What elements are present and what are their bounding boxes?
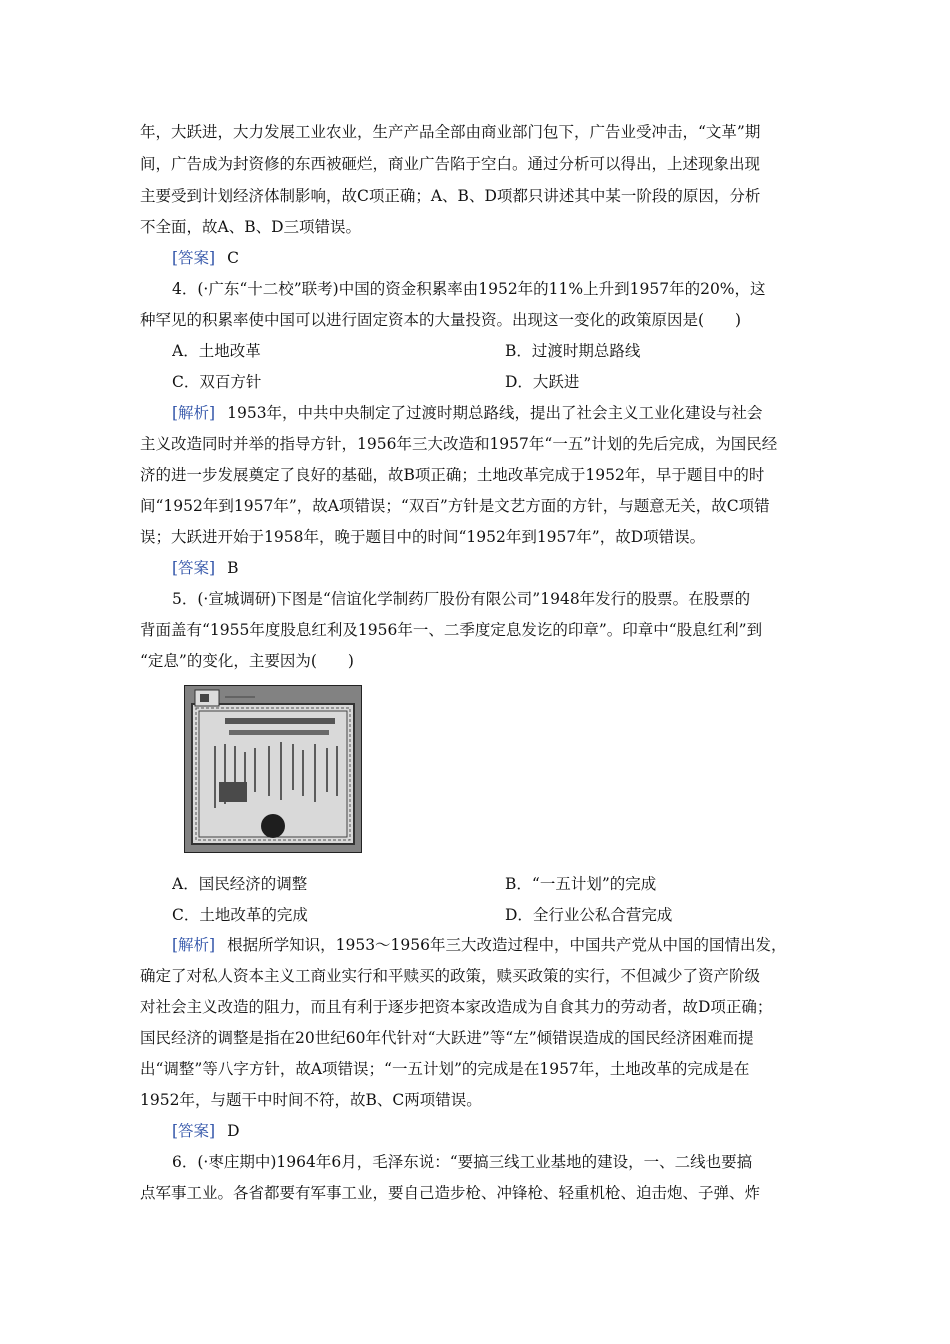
q4-analysis-line: 间“1952年到1957年”，故A项错误；“双百”方针是文艺方面的方针，与题意无关，故C项错 — [140, 497, 770, 515]
q5-analysis-line: 出“调整”等八字方针，故A项错误；“一五计划”的完成是在1957年，土地改革的完成是在 — [140, 1060, 750, 1078]
q5-analysis-line: 对社会主义改造的阻力，而且有利于逐步把资本家改造成为自食其力的劳动者，故D项正确； — [140, 998, 773, 1016]
q5-analysis-line: 确定了对私人资本主义工商业实行和平赎买的政策，赎买政策的实行，不但减少了资产阶级 — [140, 967, 761, 985]
analysis-tag: [解析] — [172, 404, 216, 422]
q4-analysis-line: 误；大跃进开始于1958年，晚于题目中的时间“1952年到1957年”，故D项错误。 — [140, 528, 706, 546]
q5-stem-line: 背面盖有“1955年度股息红利及1956年一、二季度定息发讫的印章”。印章中“股息红利”到 — [140, 621, 763, 639]
answer-tag: [答案] — [172, 1122, 216, 1140]
analysis-tag: [解析] — [172, 936, 216, 954]
q4-analysis-line: 济的进一步发展奠定了良好的基础，故B项正确；土地改革完成于1952年，早于题目中的时 — [140, 466, 765, 484]
q5-analysis-line: 1952年，与题干中时间不符，故B、C两项错误。 — [140, 1091, 482, 1109]
q5-stem-line: 5．(·宣城调研)下图是“信谊化学制药厂股份有限公司”1948年发行的股票。在股票的 — [172, 590, 751, 608]
q4-stem-line: 4．(·广东“十二校”联考)中国的资金积累率由1952年的11%上升到1957年的20%，这 — [172, 280, 766, 298]
q4-answer-line — [172, 552, 820, 584]
q3-analysis-line: 年，大跃进，大力发展工业农业，生产产品全部由商业部门包下，广告业受冲击，“文革”期 — [140, 123, 761, 141]
q3-answer-line — [172, 242, 820, 274]
q3-analysis-line: 主要受到计划经济体制影响，故C项正确；A、B、D项都只讲述其中某一阶段的原因，分析 — [140, 187, 761, 205]
answer-tag: [答案] — [172, 559, 216, 577]
q5-option-c: C．土地改革的完成 — [172, 906, 308, 924]
q4-answer: B — [227, 559, 239, 577]
q5-option-d: D．全行业公私合营完成 — [505, 906, 673, 924]
q4-analysis-text: 1953年，中共中央制定了过渡时期总路线，提出了社会主义工业化建设与社会 — [227, 404, 763, 422]
q4-option-d: D．大跃进 — [505, 373, 580, 391]
q5-analysis-first-line — [172, 929, 820, 961]
q3-analysis-line: 间，广告成为封资修的东西被砸烂，商业广告陷于空白。通过分析可以得出，上述现象出现 — [140, 155, 761, 173]
q3-answer: C — [227, 249, 239, 267]
q5-analysis-text: 根据所学知识，1953～1956年三大改造过程中，中国共产党从中国的国情出发， — [227, 936, 787, 954]
q4-option-b: B．过渡时期总路线 — [505, 342, 641, 360]
q5-answer: D — [227, 1122, 240, 1140]
q5-answer-line — [172, 1115, 820, 1147]
q3-analysis-line: 不全面，故A、B、D三项错误。 — [140, 218, 362, 236]
q5-option-a: A．国民经济的调整 — [172, 875, 308, 893]
answer-tag: [答案] — [172, 249, 216, 267]
q4-option-a: A．土地改革 — [172, 342, 261, 360]
q4-option-c: C．双百方针 — [172, 373, 262, 391]
q5-option-b: B．“一五计划”的完成 — [505, 875, 657, 893]
q4-analysis-line: 主义改造同时并举的指导方针，1956年三大改造和1957年“一五”计划的先后完成，为国民经 — [140, 435, 778, 453]
q6-stem-line: 点军事工业。各省都要有军事工业，要自己造步枪、冲锋枪、轻重机枪、迫击炮、子弹、炸 — [140, 1184, 761, 1202]
q6-stem-line: 6．(·枣庄期中)1964年6月，毛泽东说：“要搞三线工业基地的建设，一、二线也要搞 — [172, 1153, 753, 1171]
stock-certificate-image — [184, 685, 362, 853]
q5-stem-line: “定息”的变化，主要因为( ) — [140, 652, 354, 670]
q4-analysis-first-line — [172, 397, 820, 429]
q4-stem-line: 种罕见的积累率使中国可以进行固定资本的大量投资。出现这一变化的政策原因是( ) — [140, 311, 742, 329]
q5-analysis-line: 国民经济的调整是指在20世纪60年代针对“大跃进”等“左”倾错误造成的国民经济困难而提 — [140, 1029, 754, 1047]
